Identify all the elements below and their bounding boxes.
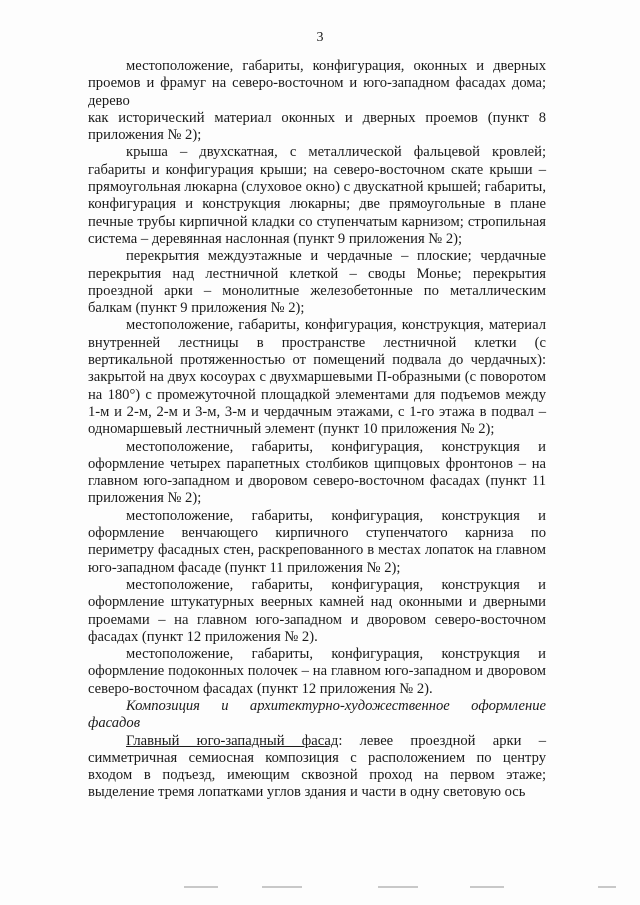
section-heading-facades: Композиция и архитектурно-художественное оформление фасадов — [88, 697, 546, 732]
paragraph-staircase: местоположение, габариты, конфигурация, конструкция, материал внутренней лестницы в пространстве лестничной клетки (с вертикальной протяженностью от помещений подвала до чердачных): закрытой на двух косоурах с двухмаршевыми П-образными (с поворотом на 180°) с промежуточной площадкой элементами для подъемов между 1-м и 2-м, 2-м и 3-м, 3-м и чердачным этажами, с 1-го этажа в подвал – одномаршевый лестничный элемент (пункт 10 приложения № 2); — [88, 317, 546, 438]
scan-mark — [378, 886, 418, 888]
paragraph-parapet-posts: местоположение, габариты, конфигурация, конструкция и оформление четырех парапетных столбиков щипцовых фронтонов – на главном юго-западном и дворовом северо-восточном фасадах (пункт 11 приложения № 2); — [88, 438, 546, 507]
main-facade-text: : левее проездной арки – симметричная семиосная композиция с расположением по центру входом в подъезд, имеющим сквозной проход на первом этаже; выделение тремя лопатками углов здания и части в одну световую ось — [88, 732, 546, 801]
paragraph-windows: местоположение, габариты, конфигурация, оконных и дверных проемов и фрамуг на северо-восточном и юго-западном фасадах дома; дерево — [88, 58, 546, 109]
paragraph-main-facade — [88, 733, 546, 802]
scan-mark — [184, 886, 218, 888]
paragraph-keystones: местоположение, габариты, конфигурация, конструкция и оформление штукатурных веерных камней над оконными и дверными проемами – на главном юго-западном и дворовом северо-восточном фасадах (пункт 12 приложения № 2). — [88, 576, 546, 645]
main-facade-lead: Главный юго-западный фасад — [126, 732, 339, 749]
paragraph-roof: крыша – двухскатная, с металлической фальцевой кровлей; габариты и конфигурация крыши; на северо-восточном скате крыши – прямоугольная люкарна (слуховое окно) с двускатной крышей; габариты, конфигурация и конструкция люкарны; две прямоугольные в плане печные трубы кирпичной кладки со ступенчатым карнизом; стропильная система – деревянная наслонная (пункт 9 приложения № 2); — [88, 144, 546, 247]
paragraph-cornice: местоположение, габариты, конфигурация, конструкция и оформление венчающего кирпичного ступенчатого карниза по периметру фасадных стен, раскрепованного в местах лопаток на главном юго-западном фасаде (пункт 11 приложения № 2); — [88, 507, 546, 576]
scan-mark — [262, 886, 302, 888]
body-text — [88, 58, 546, 802]
scan-mark — [470, 886, 504, 888]
paragraph-floors: перекрытия междуэтажные и чердачные – плоские; чердачные перекрытия над лестничной клеткой – своды Монье; перекрытия проездной арки – монолитные железобетонные по металлическим балкам (пункт 9 приложения № 2); — [88, 248, 546, 317]
scan-mark — [598, 886, 616, 888]
paragraph-sills: местоположение, габариты, конфигурация, конструкция и оформление подоконных полочек – на главном юго-западном и дворовом северо-восточном фасадах (пункт 12 приложения № 2). — [88, 646, 546, 697]
page-number: 3 — [316, 30, 324, 45]
paragraph-windows-material: как исторический материал оконных и дверных проемов (пункт 8 приложения № 2); — [88, 109, 546, 144]
scan-marks — [0, 882, 640, 892]
